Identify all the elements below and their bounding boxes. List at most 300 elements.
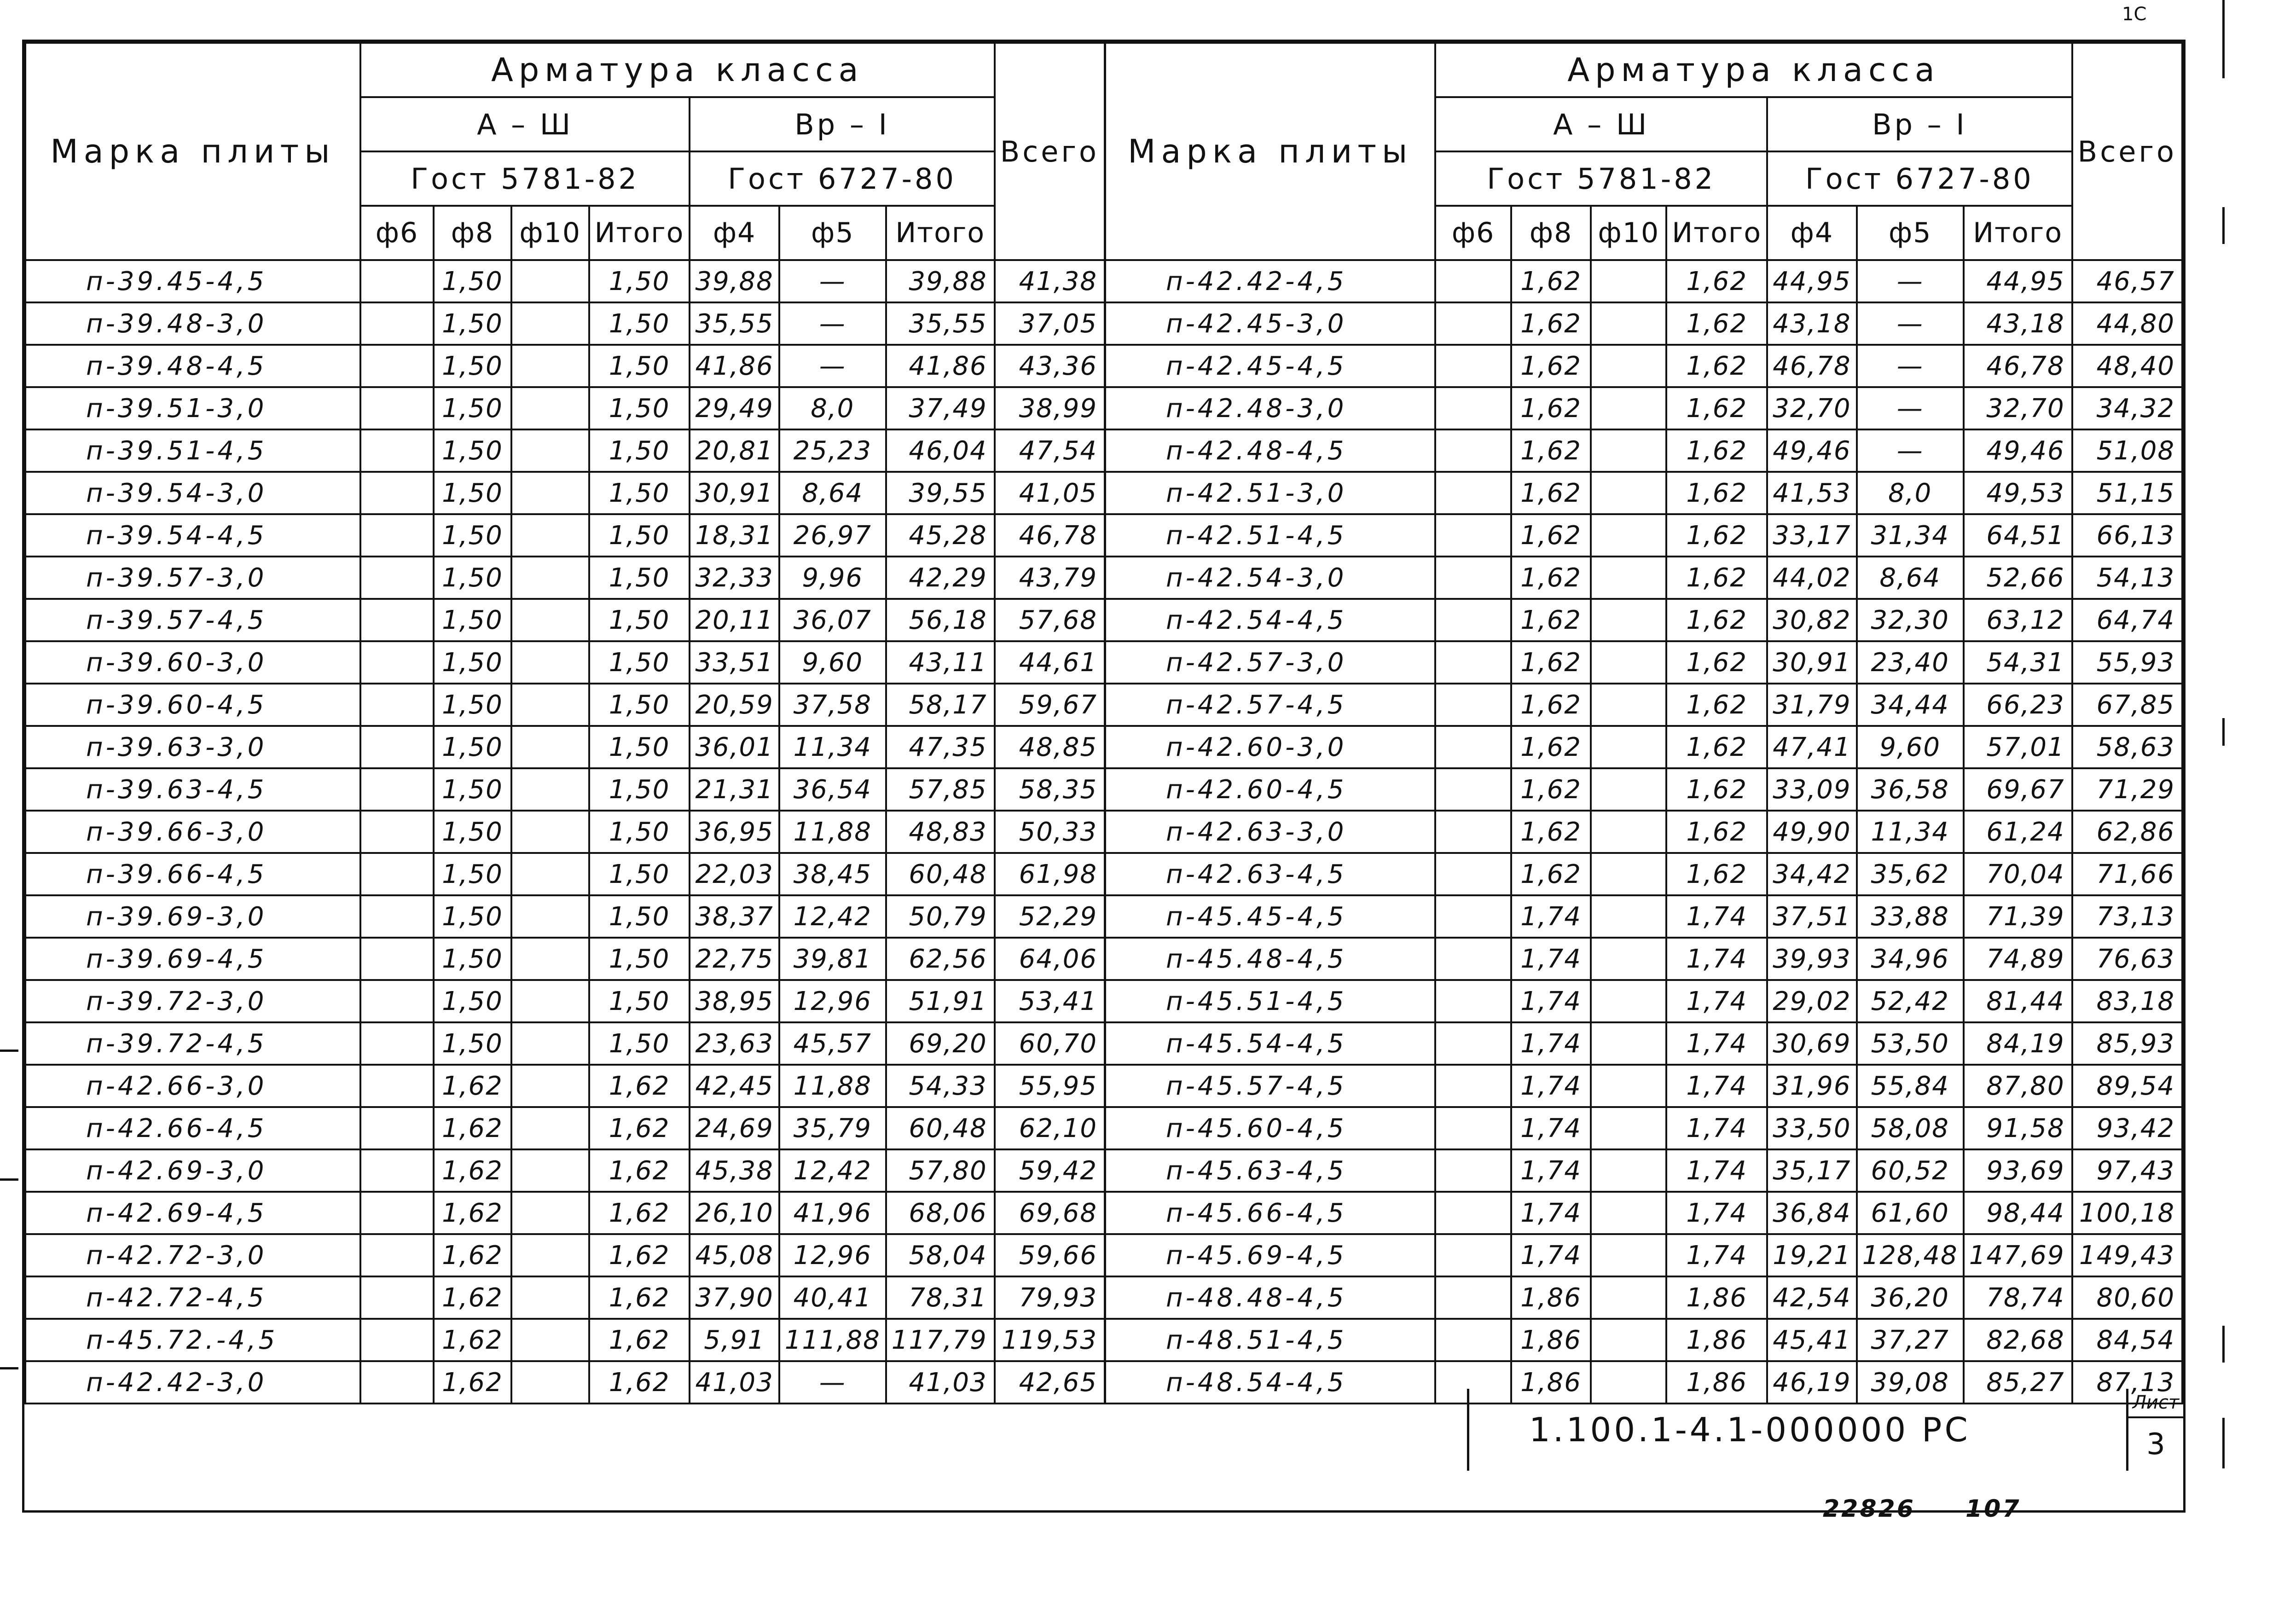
value-cell: 1,62	[589, 1107, 690, 1149]
value-cell	[1591, 302, 1666, 345]
value-cell: 30,82	[1767, 599, 1857, 641]
value-cell: 1,74	[1511, 938, 1591, 980]
value-cell: 1,62	[434, 1234, 511, 1276]
value-cell	[360, 387, 434, 429]
value-cell: 1,62	[1666, 853, 1767, 895]
value-cell: 1,62	[1511, 260, 1591, 302]
value-cell	[360, 980, 434, 1022]
slab-mark-cell: п-48.51-4,5	[1105, 1319, 1435, 1361]
value-cell: 100,18	[2072, 1192, 2182, 1234]
value-cell: 1,62	[1666, 768, 1767, 811]
value-cell: 1,74	[1511, 895, 1591, 938]
slab-mark-cell: п-45.63-4,5	[1105, 1149, 1435, 1192]
slab-mark-cell: п-39.60-3,0	[25, 641, 360, 684]
value-cell: 1,50	[434, 768, 511, 811]
value-cell: 44,80	[2072, 302, 2182, 345]
value-cell: 60,52	[1857, 1149, 1964, 1192]
value-cell: 35,17	[1767, 1149, 1857, 1192]
value-cell: 1,62	[1666, 260, 1767, 302]
col-f6-right: ф6	[1435, 206, 1511, 260]
value-cell	[1435, 472, 1511, 514]
value-cell: 1,74	[1666, 938, 1767, 980]
value-cell: 1,62	[1666, 302, 1767, 345]
value-cell: 32,70	[1767, 387, 1857, 429]
value-cell: 1,50	[434, 684, 511, 726]
value-cell: 45,57	[779, 1022, 886, 1065]
value-cell: 1,50	[434, 429, 511, 472]
value-cell: 31,79	[1767, 684, 1857, 726]
value-cell	[1591, 938, 1666, 980]
table-row	[25, 260, 2182, 302]
slab-mark-cell: п-39.51-3,0	[25, 387, 360, 429]
value-cell: 39,55	[886, 472, 995, 514]
value-cell: 1,62	[1511, 514, 1591, 557]
value-cell: 1,50	[589, 260, 690, 302]
value-cell: 1,62	[1511, 302, 1591, 345]
value-cell	[1591, 1022, 1666, 1065]
value-cell	[1591, 1234, 1666, 1276]
value-cell: 1,62	[1511, 429, 1591, 472]
value-cell: 59,42	[995, 1149, 1105, 1192]
value-cell: 45,08	[690, 1234, 779, 1276]
value-cell: 54,31	[1964, 641, 2072, 684]
value-cell: 29,49	[690, 387, 779, 429]
value-cell: 1,50	[434, 557, 511, 599]
value-cell: 1,86	[1511, 1361, 1591, 1404]
table-row	[25, 1107, 2182, 1149]
table-row	[25, 726, 2182, 768]
value-cell: 49,46	[1767, 429, 1857, 472]
value-cell: 64,51	[1964, 514, 2072, 557]
value-cell	[1591, 641, 1666, 684]
value-cell: 60,48	[886, 1107, 995, 1149]
value-cell: 44,95	[1964, 260, 2072, 302]
table-row	[25, 557, 2182, 599]
value-cell: 38,99	[995, 387, 1105, 429]
value-cell: 61,60	[1857, 1192, 1964, 1234]
value-cell: 39,81	[779, 938, 886, 980]
value-cell: 34,42	[1767, 853, 1857, 895]
value-cell: 1,50	[434, 1022, 511, 1065]
value-cell: 1,86	[1511, 1319, 1591, 1361]
value-cell: 82,68	[1964, 1319, 2072, 1361]
slab-mark-cell: п-42.57-3,0	[1105, 641, 1435, 684]
value-cell: 38,95	[690, 980, 779, 1022]
value-cell: 34,96	[1857, 938, 1964, 980]
value-cell: 51,15	[2072, 472, 2182, 514]
slab-mark-cell: п-39.63-3,0	[25, 726, 360, 768]
slab-mark-cell: п-39.72-3,0	[25, 980, 360, 1022]
value-cell: 1,74	[1666, 1149, 1767, 1192]
value-cell: 55,84	[1857, 1065, 1964, 1107]
value-cell: 20,11	[690, 599, 779, 641]
slab-mark-cell: п-42.45-4,5	[1105, 345, 1435, 387]
value-cell: 51,08	[2072, 429, 2182, 472]
value-cell: 1,74	[1511, 1022, 1591, 1065]
value-cell: 40,41	[779, 1276, 886, 1319]
value-cell: 1,50	[434, 641, 511, 684]
value-cell: 69,67	[1964, 768, 2072, 811]
slab-mark-cell: п-42.69-3,0	[25, 1149, 360, 1192]
value-cell: 38,45	[779, 853, 886, 895]
table-row	[25, 895, 2182, 938]
table-row	[25, 345, 2182, 387]
slab-mark-cell: п-39.60-4,5	[25, 684, 360, 726]
value-cell	[511, 726, 589, 768]
value-cell: 62,86	[2072, 811, 2182, 853]
value-cell	[511, 429, 589, 472]
value-cell: 39,08	[1857, 1361, 1964, 1404]
value-cell: 1,86	[1666, 1319, 1767, 1361]
table-row	[25, 514, 2182, 557]
value-cell: 1,50	[434, 302, 511, 345]
value-cell: —	[1857, 387, 1964, 429]
value-cell: 47,41	[1767, 726, 1857, 768]
value-cell: 1,62	[1511, 811, 1591, 853]
value-cell: 62,10	[995, 1107, 1105, 1149]
value-cell: 5,91	[690, 1319, 779, 1361]
value-cell	[511, 387, 589, 429]
value-cell: 1,74	[1511, 1065, 1591, 1107]
value-cell: 85,93	[2072, 1022, 2182, 1065]
slab-mark-cell: п-45.54-4,5	[1105, 1022, 1435, 1065]
value-cell	[511, 472, 589, 514]
value-cell: 11,88	[779, 1065, 886, 1107]
value-cell: 61,24	[1964, 811, 2072, 853]
slab-mark-cell: п-42.54-4,5	[1105, 599, 1435, 641]
value-cell: 1,50	[589, 853, 690, 895]
table-row	[25, 302, 2182, 345]
slab-mark-cell: п-42.57-4,5	[1105, 684, 1435, 726]
value-cell: 1,62	[1511, 768, 1591, 811]
value-cell: 57,68	[995, 599, 1105, 641]
value-cell	[1435, 641, 1511, 684]
value-cell: 36,84	[1767, 1192, 1857, 1234]
table-row	[25, 429, 2182, 472]
col-itogo-bp1-right: Итого	[1964, 206, 2072, 260]
value-cell: 58,17	[886, 684, 995, 726]
value-cell	[360, 768, 434, 811]
gost-a3-right: Гост 5781-82	[1435, 151, 1767, 206]
slab-mark-cell: п-39.63-4,5	[25, 768, 360, 811]
slab-mark-cell: п-39.45-4,5	[25, 260, 360, 302]
value-cell: 43,36	[995, 345, 1105, 387]
value-cell: 1,74	[1666, 1065, 1767, 1107]
value-cell: 33,51	[690, 641, 779, 684]
table-row	[25, 1319, 2182, 1361]
value-cell	[511, 938, 589, 980]
value-cell	[511, 641, 589, 684]
value-cell	[1591, 260, 1666, 302]
table-row	[25, 599, 2182, 641]
value-cell: 69,68	[995, 1192, 1105, 1234]
value-cell	[1591, 514, 1666, 557]
slab-mark-cell: п-42.51-3,0	[1105, 472, 1435, 514]
value-cell: 1,74	[1666, 1234, 1767, 1276]
value-cell	[1591, 853, 1666, 895]
value-cell: 80,60	[2072, 1276, 2182, 1319]
value-cell: 59,67	[995, 684, 1105, 726]
value-cell	[1435, 1192, 1511, 1234]
value-cell: 9,60	[1857, 726, 1964, 768]
value-cell: 45,38	[690, 1149, 779, 1192]
value-cell	[511, 599, 589, 641]
value-cell: —	[1857, 345, 1964, 387]
value-cell: 1,62	[1666, 557, 1767, 599]
value-cell: 68,06	[886, 1192, 995, 1234]
value-cell: 52,42	[1857, 980, 1964, 1022]
value-cell: 58,08	[1857, 1107, 1964, 1149]
value-cell: 149,43	[2072, 1234, 2182, 1276]
value-cell	[1591, 1276, 1666, 1319]
col-f8-left: ф8	[434, 206, 511, 260]
value-cell	[511, 1192, 589, 1234]
value-cell	[360, 345, 434, 387]
value-cell	[1591, 599, 1666, 641]
value-cell: 70,04	[1964, 853, 2072, 895]
value-cell: 58,35	[995, 768, 1105, 811]
value-cell: 71,66	[2072, 853, 2182, 895]
value-cell: 67,85	[2072, 684, 2182, 726]
value-cell	[360, 1361, 434, 1404]
value-cell: 1,74	[1511, 1107, 1591, 1149]
value-cell	[1591, 557, 1666, 599]
value-cell: 37,05	[995, 302, 1105, 345]
value-cell	[1435, 387, 1511, 429]
title-block-code: 1.100.1-4.1-000000 РС	[1467, 1389, 2125, 1471]
value-cell: 1,50	[589, 302, 690, 345]
value-cell	[511, 980, 589, 1022]
value-cell: 20,59	[690, 684, 779, 726]
value-cell: 1,62	[589, 1192, 690, 1234]
value-cell: 84,19	[1964, 1022, 2072, 1065]
value-cell	[1435, 599, 1511, 641]
value-cell	[511, 1022, 589, 1065]
col-f10-right: ф10	[1591, 206, 1666, 260]
value-cell: 12,42	[779, 1149, 886, 1192]
value-cell: 35,55	[886, 302, 995, 345]
table-row	[25, 1234, 2182, 1276]
table-row	[25, 938, 2182, 980]
value-cell: 1,50	[589, 811, 690, 853]
value-cell: 1,62	[1511, 684, 1591, 726]
value-cell	[1591, 345, 1666, 387]
table-row	[25, 641, 2182, 684]
value-cell: 31,34	[1857, 514, 1964, 557]
value-cell: 1,50	[589, 938, 690, 980]
value-cell: 32,33	[690, 557, 779, 599]
value-cell	[360, 726, 434, 768]
value-cell	[1435, 1107, 1511, 1149]
value-cell: 30,91	[1767, 641, 1857, 684]
table-row	[25, 1065, 2182, 1107]
value-cell: 42,45	[690, 1065, 779, 1107]
value-cell: 1,62	[1666, 429, 1767, 472]
value-cell	[1435, 938, 1511, 980]
value-cell: 97,43	[2072, 1149, 2182, 1192]
sheet-number-box	[2126, 1389, 2183, 1471]
value-cell: 1,62	[1666, 684, 1767, 726]
value-cell: 42,54	[1767, 1276, 1857, 1319]
value-cell: 1,50	[589, 514, 690, 557]
value-cell: 41,86	[690, 345, 779, 387]
value-cell: 33,50	[1767, 1107, 1857, 1149]
value-cell: 1,50	[589, 472, 690, 514]
slab-mark-cell: п-42.66-3,0	[25, 1065, 360, 1107]
value-cell	[1435, 302, 1511, 345]
slab-mark-cell: п-39.66-3,0	[25, 811, 360, 853]
value-cell: —	[779, 260, 886, 302]
value-cell: 1,50	[434, 938, 511, 980]
table-row	[25, 1022, 2182, 1065]
value-cell: 1,62	[589, 1361, 690, 1404]
value-cell: 81,44	[1964, 980, 2072, 1022]
slab-mark-cell: п-45.57-4,5	[1105, 1065, 1435, 1107]
table-row	[25, 1276, 2182, 1319]
value-cell: 30,69	[1767, 1022, 1857, 1065]
col-f5-right: ф5	[1857, 206, 1964, 260]
value-cell: 49,46	[1964, 429, 2072, 472]
value-cell: 1,62	[1666, 387, 1767, 429]
value-cell: 46,04	[886, 429, 995, 472]
drawing-sheet	[22, 40, 2186, 1513]
value-cell: 19,21	[1767, 1234, 1857, 1276]
table-row	[25, 853, 2182, 895]
value-cell: 60,48	[886, 853, 995, 895]
value-cell: 12,96	[779, 980, 886, 1022]
value-cell	[511, 302, 589, 345]
mark-header-right: Марка плиты	[1105, 43, 1435, 260]
slab-mark-cell: п-42.63-3,0	[1105, 811, 1435, 853]
value-cell: 1,74	[1511, 1234, 1591, 1276]
value-cell: 87,80	[1964, 1065, 2072, 1107]
value-cell	[511, 1234, 589, 1276]
edge-mark	[0, 1050, 18, 1052]
value-cell	[511, 1149, 589, 1192]
value-cell: 12,42	[779, 895, 886, 938]
value-cell: 54,33	[886, 1065, 995, 1107]
value-cell: —	[779, 302, 886, 345]
value-cell	[1435, 429, 1511, 472]
value-cell: 1,50	[434, 599, 511, 641]
value-cell: 49,90	[1767, 811, 1857, 853]
value-cell: —	[1857, 429, 1964, 472]
value-cell: 46,78	[1964, 345, 2072, 387]
value-cell: 18,31	[690, 514, 779, 557]
corner-mark: 1С	[2122, 4, 2147, 25]
value-cell: 1,50	[589, 1022, 690, 1065]
value-cell: 1,50	[434, 472, 511, 514]
value-cell: 36,54	[779, 768, 886, 811]
value-cell	[511, 345, 589, 387]
value-cell	[360, 472, 434, 514]
col-f10-left: ф10	[511, 206, 589, 260]
value-cell: 45,41	[1767, 1319, 1857, 1361]
value-cell: 76,63	[2072, 938, 2182, 980]
col-itogo-a3-left: Итого	[589, 206, 690, 260]
value-cell: 1,50	[434, 345, 511, 387]
value-cell	[511, 895, 589, 938]
value-cell: 1,50	[589, 557, 690, 599]
value-cell: 41,38	[995, 260, 1105, 302]
value-cell	[360, 895, 434, 938]
value-cell: 47,35	[886, 726, 995, 768]
value-cell	[360, 641, 434, 684]
value-cell: 32,70	[1964, 387, 2072, 429]
table-row	[25, 1192, 2182, 1234]
table-row	[25, 1149, 2182, 1192]
value-cell	[360, 811, 434, 853]
value-cell: 1,62	[434, 1361, 511, 1404]
value-cell: —	[779, 1361, 886, 1404]
value-cell: 1,50	[589, 599, 690, 641]
value-cell: 119,53	[995, 1319, 1105, 1361]
value-cell: 58,04	[886, 1234, 995, 1276]
slab-mark-cell: п-45.72.-4,5	[25, 1319, 360, 1361]
value-cell	[360, 260, 434, 302]
value-cell	[1591, 980, 1666, 1022]
value-cell: 41,03	[690, 1361, 779, 1404]
value-cell: 48,83	[886, 811, 995, 853]
value-cell	[360, 514, 434, 557]
value-cell: 46,78	[1767, 345, 1857, 387]
value-cell	[1435, 1234, 1511, 1276]
value-cell: 1,62	[434, 1107, 511, 1149]
slab-mark-cell: п-42.48-4,5	[1105, 429, 1435, 472]
slab-mark-cell: п-42.54-3,0	[1105, 557, 1435, 599]
value-cell: 89,54	[2072, 1065, 2182, 1107]
value-cell: 64,74	[2072, 599, 2182, 641]
value-cell: 42,65	[995, 1361, 1105, 1404]
value-cell	[1435, 684, 1511, 726]
sheet-label: Лист	[2128, 1389, 2183, 1418]
value-cell: 51,91	[886, 980, 995, 1022]
gost-bp1-right: Гост 6727-80	[1767, 151, 2072, 206]
value-cell: 36,95	[690, 811, 779, 853]
value-cell: 78,74	[1964, 1276, 2072, 1319]
value-cell: 36,01	[690, 726, 779, 768]
value-cell	[1435, 1022, 1511, 1065]
value-cell	[1435, 726, 1511, 768]
slab-mark-cell: п-42.66-4,5	[25, 1107, 360, 1149]
value-cell: 61,98	[995, 853, 1105, 895]
value-cell: 128,48	[1857, 1234, 1964, 1276]
value-cell: 1,86	[1511, 1276, 1591, 1319]
value-cell	[1591, 684, 1666, 726]
value-cell: 42,29	[886, 557, 995, 599]
slab-mark-cell: п-45.60-4,5	[1105, 1107, 1435, 1149]
value-cell	[1435, 557, 1511, 599]
value-cell: 1,62	[1666, 641, 1767, 684]
value-cell: —	[1857, 260, 1964, 302]
reinforcement-table	[24, 42, 2183, 1404]
value-cell	[360, 1276, 434, 1319]
value-cell: 1,50	[434, 895, 511, 938]
col-f6-left: ф6	[360, 206, 434, 260]
value-cell	[1435, 895, 1511, 938]
value-cell	[511, 557, 589, 599]
value-cell: 48,85	[995, 726, 1105, 768]
value-cell: 46,19	[1767, 1361, 1857, 1404]
edge-mark	[2222, 207, 2225, 244]
value-cell	[360, 302, 434, 345]
value-cell: 1,62	[434, 1319, 511, 1361]
value-cell: 53,41	[995, 980, 1105, 1022]
value-cell: 93,42	[2072, 1107, 2182, 1149]
col-f4-right: ф4	[1767, 206, 1857, 260]
col-itogo-a3-right: Итого	[1666, 206, 1767, 260]
value-cell: 91,58	[1964, 1107, 2072, 1149]
